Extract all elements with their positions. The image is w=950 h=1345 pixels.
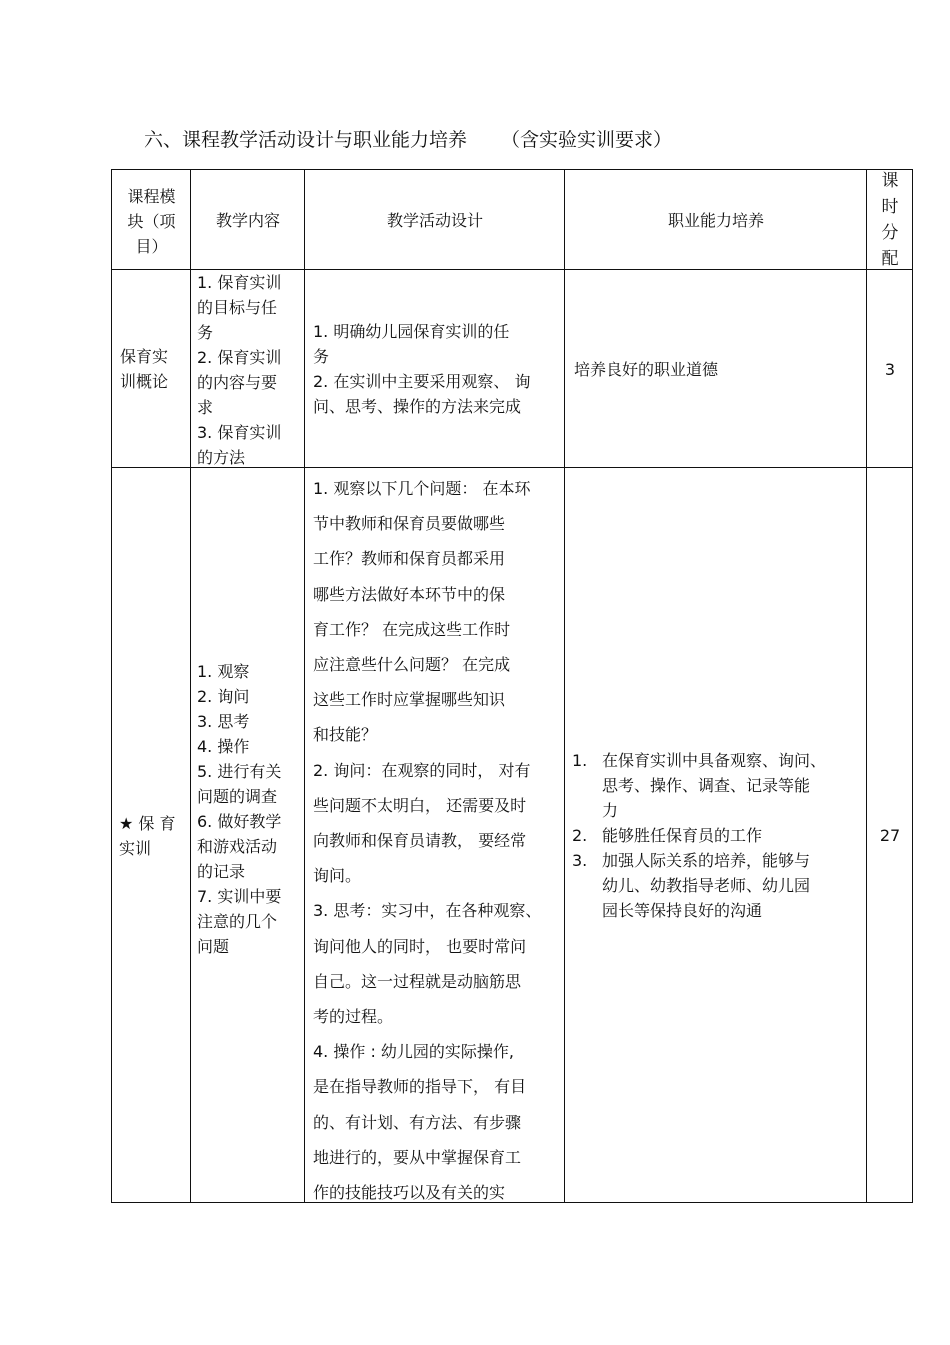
row1-content-line: 2. 保育实训 [197,348,282,367]
header-module-line: 块（项 [127,211,176,231]
row1-design-line: 问、思考、操作的方法来完成 [313,397,522,416]
row2-design-line: 3. 思考：实习中，在各种观察、 [313,901,542,921]
row2-content-line: 2. 询问 [197,686,250,706]
row2-design-line: 地进行的，要从中掌握保育工 [313,1147,522,1167]
row2-content-line: 问题的调查 [197,786,278,806]
row2-design-line: 向教师和保育员请教， 要经常 [313,831,527,851]
header-content [191,170,305,270]
row1-design-line: 1. 明确幼儿园保育实训的任 [313,322,510,341]
row2-design-line: 育工作？ 在完成这些工作时 [313,619,511,639]
header-design-label: 教学活动设计 [386,210,483,230]
row1-content-line: 的目标与任 [197,298,278,317]
row1-module [112,270,191,468]
ability-item-line: 加强人际关系的培养，能够与 [602,851,811,870]
row2-content-line: 的记录 [197,861,246,881]
row2-content [191,468,305,1203]
header-hours-char: 分 [881,223,899,243]
row1-module-line: 保育实 [120,347,169,366]
row2-content-line: 1. 观察 [197,661,250,681]
ability-item [572,823,826,848]
row1-design [305,270,565,468]
row2-design-line: 考的过程。 [313,1007,394,1027]
row2-design-line: 和技能？ [313,725,378,745]
header-hours-char: 配 [881,249,899,269]
row1-content-line: 求 [197,398,214,417]
row2-content-line: 4. 操作 [197,736,250,756]
ability-item-number: 3. [572,851,588,870]
row1-design-line: 务 [313,347,330,366]
ability-item-line: 思考、操作、调查、记录等能 [602,776,811,795]
row2-design-line: 询问他人的同时， 也要时常问 [313,936,527,956]
section-title-sub: （含实验实训要求） [501,129,673,151]
row1-module-line: 训概论 [120,372,169,391]
header-module-line: 课程模 [127,186,176,206]
row2-design-line: 节中教师和保育员要做哪些 [313,514,506,534]
row2-content-line: 注意的几个 [197,911,278,931]
row2-module-line: 实训 [119,838,152,858]
ability-item-line: 能够胜任保育员的工作 [602,826,763,845]
row2-design-line: 是在指导教师的指导下， 有目 [313,1077,527,1097]
header-module [112,170,191,270]
section-title [144,126,672,154]
row1-content [191,270,305,468]
header-hours-char: 时 [881,197,899,217]
row2-design-line: 些问题不太明白， 还需要及时 [313,795,527,815]
row1-content-line: 的内容与要 [197,373,278,392]
row2-design-line: 哪些方法做好本环节中的保 [313,584,506,604]
row1-hours-value: 3 [884,359,896,379]
row1-content-line: 的方法 [197,448,246,467]
row1-hours [867,270,913,468]
row1-content-line: 1. 保育实训 [197,273,282,292]
header-design [305,170,565,270]
header-content-label: 教学内容 [215,210,280,230]
row2-hours [867,468,913,1203]
row2-content-line: 5. 进行有关 [197,761,282,781]
row2-design-line: 4. 操作 : 幼儿园的实际操作, [313,1042,515,1062]
ability-item [572,848,826,923]
row2-content-line: 和游戏活动 [197,836,278,856]
row2-design-line: 2. 询问：在观察的同时， 对有 [313,760,531,780]
row1-design-line: 2. 在实训中主要采用观察、 询 [313,372,531,391]
row1-content-line: 3. 保育实训 [197,423,282,442]
row2-design [305,468,565,1203]
header-ability [565,170,867,270]
row2-content-line: 7. 实训中要 [197,886,282,906]
row2-design-line: 询问。 [313,866,362,886]
row2-hours-value: 27 [879,826,901,845]
row2-ability [565,468,867,1203]
row2-design-line: 工作？教师和保育员都采用 [313,549,506,569]
row2-design-line: 这些工作时应掌握哪些知识 [313,690,506,710]
row2-design-line: 作的技能技巧以及有关的实 [313,1183,506,1203]
row2-module-line: ★ 保 育 [119,813,176,833]
ability-list [572,748,826,923]
ability-item-line: 幼儿、幼教指导老师、幼儿园 [602,876,811,895]
ability-item [572,748,826,823]
course-design-table [111,169,913,1203]
row2-design-line: 1. 观察以下几个问题： 在本环 [313,479,531,498]
row1-content-line: 务 [197,323,214,342]
row2-design-line: 的、有计划、有方法、有步骤 [313,1112,522,1132]
ability-item-line: 力 [602,801,619,820]
row1-ability-text: 培养良好的职业道德 [574,359,719,379]
ability-item-number: 2. [572,826,588,845]
row1-ability [565,270,867,468]
row2-design-line: 自己。这一过程就是动脑筋思 [313,971,522,991]
header-hours [867,170,913,270]
ability-item-line: 园长等保持良好的沟通 [602,901,763,920]
row2-content-line: 6. 做好教学 [197,811,282,831]
header-module-line: 目） [135,236,168,256]
ability-item-number: 1. [572,751,588,770]
section-title-main: 六、课程教学活动设计与职业能力培养 [144,129,468,151]
header-ability-label: 职业能力培养 [667,210,764,230]
header-hours-char: 课 [881,171,899,191]
row2-content-line: 问题 [197,936,230,956]
row2-module [112,468,191,1203]
row2-design-line: 应注意些什么问题？ 在完成 [313,655,511,675]
row2-content-line: 3. 思考 [197,711,250,731]
ability-item-line: 在保育实训中具备观察、询问、 [602,751,827,770]
